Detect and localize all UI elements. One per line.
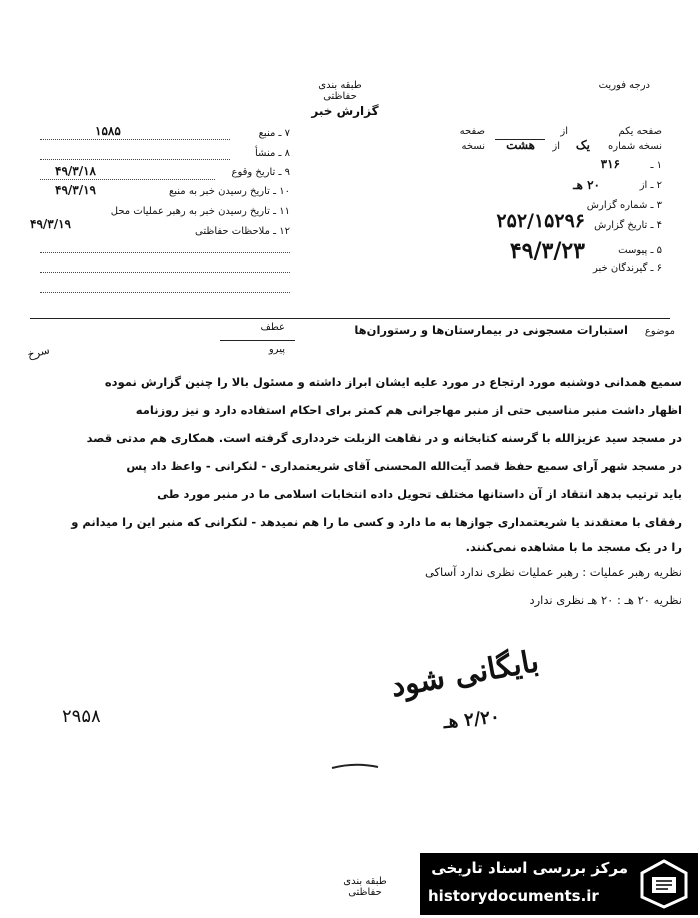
field1-value: ۳۱۶: [600, 157, 620, 171]
subject-divider: [30, 318, 670, 319]
ref2-label: پیرو: [268, 344, 285, 355]
archive-annotation: بایگانی شود: [388, 644, 542, 705]
field3-label: ۳ ـ شماره گزارش: [586, 200, 662, 211]
watermark-title: مرکز بررسی اسناد تاریخی: [431, 859, 628, 877]
archive-number: ۲۹۵۸: [62, 706, 101, 727]
field12-line3: [40, 292, 290, 293]
report-title: گزارش خبر: [311, 104, 379, 118]
archive-logo-icon: [636, 857, 692, 911]
field9-line: [40, 179, 215, 180]
copy-no-value: یک: [575, 138, 590, 152]
copy-total-value: هشت: [506, 138, 535, 152]
margin-note: سرخ: [26, 343, 51, 362]
field3-value: ۲۵۲/۱۵۲۹۶: [496, 210, 585, 232]
copy-word-label: نسخه: [461, 141, 485, 152]
field11-value: ۴۹/۳/۱۹: [30, 217, 71, 231]
body-line-4: در مسجد شهر آرای سمیع حفظ قصد آیت‌الله المحسنی آقای شریعتمداری - لنکرانی - واعظ داد پس: [126, 459, 682, 473]
watermark-banner: [420, 853, 698, 915]
annotation-date: ۲/۲۰ هـ: [442, 706, 501, 734]
watermark-url: historydocuments.ir: [428, 887, 599, 905]
field9-label: ۹ ـ تاریخ وقوع: [231, 167, 290, 178]
body-line-2: اظهار داشت منبر مناسبی حتی از منبر مهاجرانی هم کمتر برای احکام استفاده دارد و نیز روزنامه: [135, 403, 682, 417]
field8-label: ۸ ـ منشأ: [254, 148, 290, 159]
body-line-1: سمیع همدانی دوشنبه مورد ارتجاع در مورد علیه ایشان ابراز داشته و مسئول بالا را چنین گزارش نموده: [104, 375, 682, 389]
field4-label: ۴ ـ تاریخ گزارش: [594, 220, 662, 231]
field12-line2: [40, 272, 290, 273]
priority-label: درجه فوریت: [598, 80, 650, 91]
subject-label: موضوع: [644, 326, 675, 337]
closing-line-1: نظریه رهبر عملیات : رهبر عملیات نظری ندارد آساکی: [424, 565, 682, 579]
page-one-label: صفحه یکم: [618, 126, 662, 137]
body-line-5: باید ترتیب بدهد انتقاد از آن داستانها مختلف تحویل داده انتخابات اسلامی ما در منبر مورد طی: [157, 487, 682, 501]
body-line-3: در مسجد سید عزیزالله با گرسنه کتابخانه و در نقاهت الزبلت خردداری گرفته است. همکاری هم مدتی قصد: [86, 431, 682, 445]
copy-no-label: نسخه شماره: [608, 141, 662, 152]
page-from-label: از: [560, 126, 568, 137]
copy-from-label: از: [552, 141, 560, 152]
body-line-7: را در یک مسجد ما با مشاهده نمی‌کنند.: [465, 540, 682, 554]
field5-label: ۵ ـ پیوست: [618, 245, 662, 256]
field8-line: [40, 159, 230, 160]
field10-value: ۴۹/۳/۱۹: [55, 183, 96, 197]
field12-label: ۱۲ ـ ملاحظات حفاظتی: [195, 226, 290, 237]
annotation-stroke: [330, 760, 380, 772]
field4-value: ۴۹/۳/۲۳: [509, 238, 585, 264]
field2-value: ۲۰ هـ: [573, 178, 600, 192]
field6-label: ۶ ـ گیرندگان خبر: [592, 263, 662, 274]
field7-line: [40, 139, 230, 140]
body-line-6: رفقای با معتقدند یا شریعتمداری جوازها به ما دارد و کسی ما را هم نمیدهد - لنکرانی که منبر این را میدانم و: [71, 515, 682, 529]
closing-line-2: نظریه ۲۰ هـ : ۲۰ هـ نظری ندارد: [529, 593, 682, 607]
field7-value: ۱۵۸۵: [95, 124, 121, 138]
ref-label: عطف: [260, 322, 285, 333]
field11-label: ۱۱ ـ تاریخ رسیدن خبر به رهبر عملیات محل: [110, 206, 290, 217]
subject-text: استبارات مسجونی در بیمارستان‌ها و رستوران‌ها: [354, 323, 628, 337]
ref-line: [220, 340, 295, 341]
classification-bottom: طبقه بندی حفاظتی: [343, 876, 387, 898]
field7-label: ۷ ـ منبع: [258, 128, 290, 139]
field1-label: ۱ ـ: [650, 160, 662, 171]
field12-line1: [40, 252, 290, 253]
field9-value: ۴۹/۳/۱۸: [55, 164, 96, 178]
page-word-label: صفحه: [459, 126, 485, 137]
classification-top: طبقه بندی حفاظتی: [318, 80, 362, 102]
field2-label: ۲ ـ از: [639, 180, 662, 191]
field10-label: ۱۰ ـ تاریخ رسیدن خبر به منبع: [168, 186, 290, 197]
